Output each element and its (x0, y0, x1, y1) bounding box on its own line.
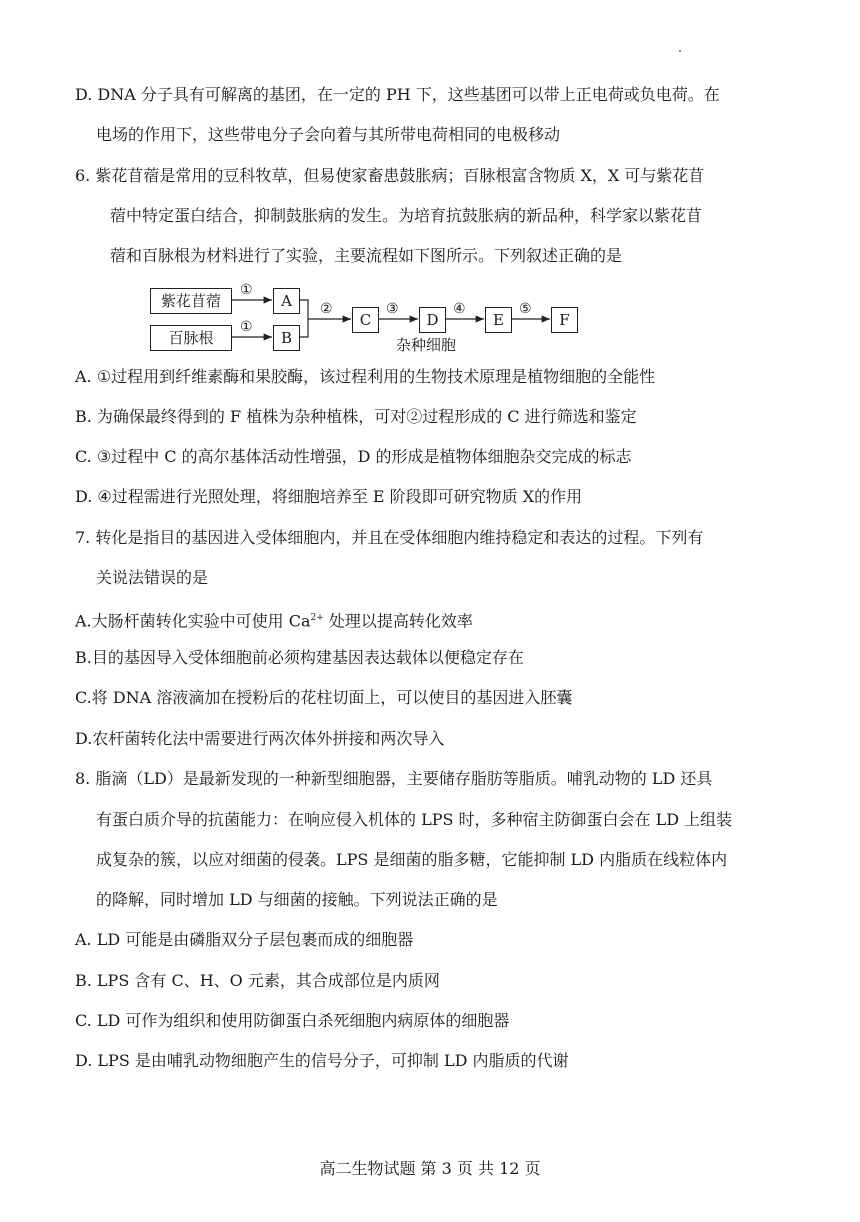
q6-stem-line3: 蓿和百脉根为材料进行了实验，主要流程如下图所示。下列叙述正确的是 (110, 246, 623, 265)
node-f: F (551, 307, 578, 333)
label-step4: ④ (453, 301, 466, 317)
q8-option-d: D. LPS 是由哺乳动物细胞产生的信号分子，可抑制 LD 内脂质的代谢 (75, 1051, 569, 1070)
q8-stem-line2: 有蛋白质介导的抗菌能力：在响应侵入机体的 LPS 时，多种宿主防御蛋白会在 LD 上组装 (96, 810, 733, 829)
node-c: C (352, 307, 379, 333)
q6-flow-diagram (146, 282, 586, 355)
q7-option-b: B.目的基因导入受体细胞前必须构建基因表达载体以便稳定存在 (75, 648, 524, 667)
q8-option-b: B. LPS 含有 C、H、O 元素，其合成部位是内质网 (75, 971, 440, 990)
label-step1a: ① (240, 282, 253, 298)
q6-option-b: B. 为确保最终得到的 F 植株为杂种植株，可对②过程形成的 C 进行筛选和鉴定 (75, 407, 637, 426)
node-b: B (273, 325, 300, 351)
label-step5: ⑤ (519, 301, 532, 317)
node-baimaigen: 百脉根 (150, 325, 232, 351)
node-d: D (419, 307, 446, 333)
q7-option-a (75, 608, 473, 631)
node-a: A (273, 288, 300, 314)
q5-option-d-line2: 电场的作用下，这些带电分子会向着与其所带电荷相同的电极移动 (96, 125, 561, 144)
q7-option-c: C.将 DNA 溶液滴加在授粉后的花柱切面上，可以使目的基因进入胚囊 (75, 688, 573, 707)
q6-stem-line1: 6. 紫花苜蓿是常用的豆科牧草，但易使家畜患鼓胀病；百脉根富含物质 X，X 可与紫花苜 (75, 166, 705, 185)
label-step1b: ① (240, 319, 253, 335)
q6-option-c: C. ③过程中 C 的高尔基体活动性增强，D 的形成是植物体细胞杂交完成的标志 (75, 447, 632, 466)
label-hybrid-cell: 杂种细胞 (396, 336, 457, 354)
q6-option-a: A. ①过程用到纤维素酶和果胶酶，该过程利用的生物技术原理是植物细胞的全能性 (75, 367, 656, 386)
q7-option-a-post: 处理以提高转化效率 (323, 611, 473, 631)
q7-option-a-superscript: 2+ (310, 613, 324, 623)
q8-stem-line1: 8. 脂滴（LD）是最新发现的一种新型细胞器，主要储存脂肪等脂质。哺乳动物的 LD 还具 (75, 769, 713, 788)
q8-option-c: C. LD 可作为组织和使用防御蛋白杀死细胞内病原体的细胞器 (75, 1011, 510, 1030)
q8-option-a: A. LD 可能是由磷脂双分子层包裹而成的细胞器 (75, 930, 414, 949)
q6-option-d: D. ④过程需进行光照处理，将细胞培养至 E 阶段即可研究物质 X的作用 (75, 487, 583, 506)
q8-stem-line4: 的降解，同时增加 LD 与细菌的接触。下列说法正确的是 (96, 890, 498, 909)
q7-stem-line1: 7. 转化是指目的基因进入受体细胞内，并且在受体细胞内维持稳定和表达的过程。下列有 (75, 528, 704, 547)
q7-option-a-pre: A.大肠杆菌转化实验中可使用 Ca (75, 611, 311, 631)
scan-dot (679, 50, 681, 52)
page-footer: 高二生物试题 第 3 页 共 12 页 (319, 1159, 541, 1178)
node-e: E (485, 307, 512, 333)
node-zihuamuxu: 紫花苜蓿 (150, 288, 232, 314)
q7-option-d: D.农杆菌转化法中需要进行两次体外拼接和两次导入 (75, 729, 445, 748)
q7-stem-line2: 关说法错误的是 (96, 568, 209, 587)
q8-stem-line3: 成复杂的簇，以应对细菌的侵袭。LPS 是细菌的脂多糖，它能抑制 LD 内脂质在线粒体内 (96, 850, 728, 869)
label-step3: ③ (386, 301, 399, 317)
label-step2: ② (320, 301, 333, 317)
q5-option-d-line1: D. DNA 分子具有可解离的基团，在一定的 PH 下，这些基团可以带上正电荷或负电荷。在 (75, 85, 720, 104)
q6-stem-line2: 蓿中特定蛋白结合，抑制鼓胀病的发生。为培育抗鼓胀病的新品种，科学家以紫花苜 (110, 206, 703, 225)
